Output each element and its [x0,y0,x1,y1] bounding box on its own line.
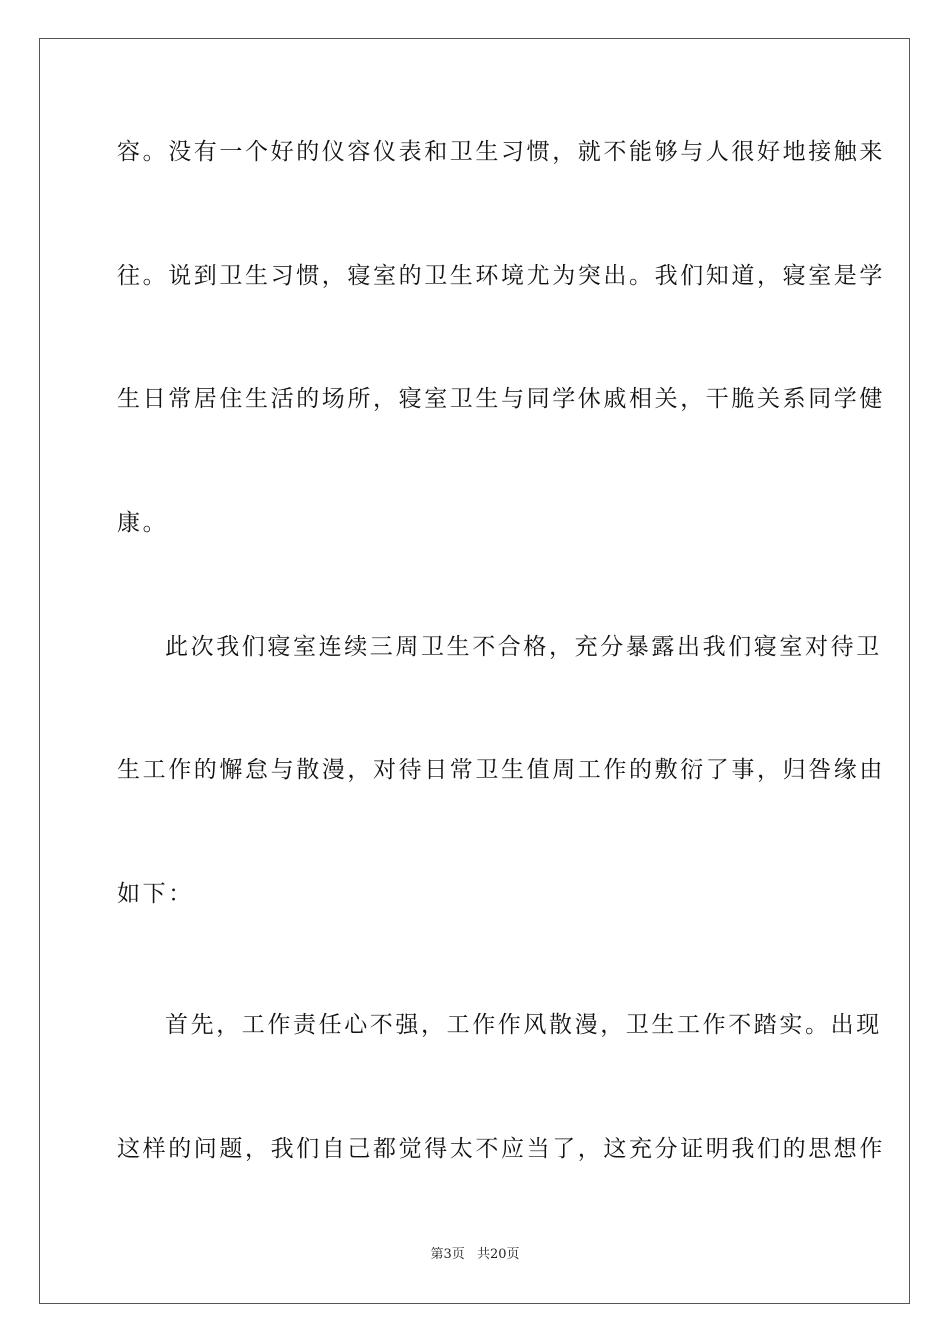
paragraph-2-line-3: 如下： [117,881,194,907]
paragraph-3-line-1: 首先，工作责任心不强，工作作风散漫，卫生工作不踏实。出现 [165,1012,882,1038]
body-text-line-3: 生日常居住生活的场所，寝室卫生与同学休戚相关，干脆关系同学健 [117,386,885,412]
page-footer [0,1246,950,1264]
page-number: 第3页 [430,1247,465,1262]
paragraph-2-line-1: 此次我们寝室连续三周卫生不合格，充分暴露出我们寝室对待卫 [165,634,882,660]
body-text-line-1: 容。没有一个好的仪容仪表和卫生习惯，就不能够与人很好地接触来 [117,139,885,165]
paragraph-3-line-2: 这样的问题，我们自己都觉得太不应当了，这充分证明我们的思想作 [117,1136,885,1162]
page-total: 共20页 [476,1247,520,1262]
body-text-line-2: 往。说到卫生习惯，寝室的卫生环境尤为突出。我们知道，寝室是学 [117,263,885,289]
body-text-line-4: 康。 [117,510,169,536]
paragraph-2-line-2: 生工作的懈怠与散漫，对待日常卫生值周工作的敷衍了事，归咎缘由 [117,757,885,783]
page-border [39,38,910,1304]
